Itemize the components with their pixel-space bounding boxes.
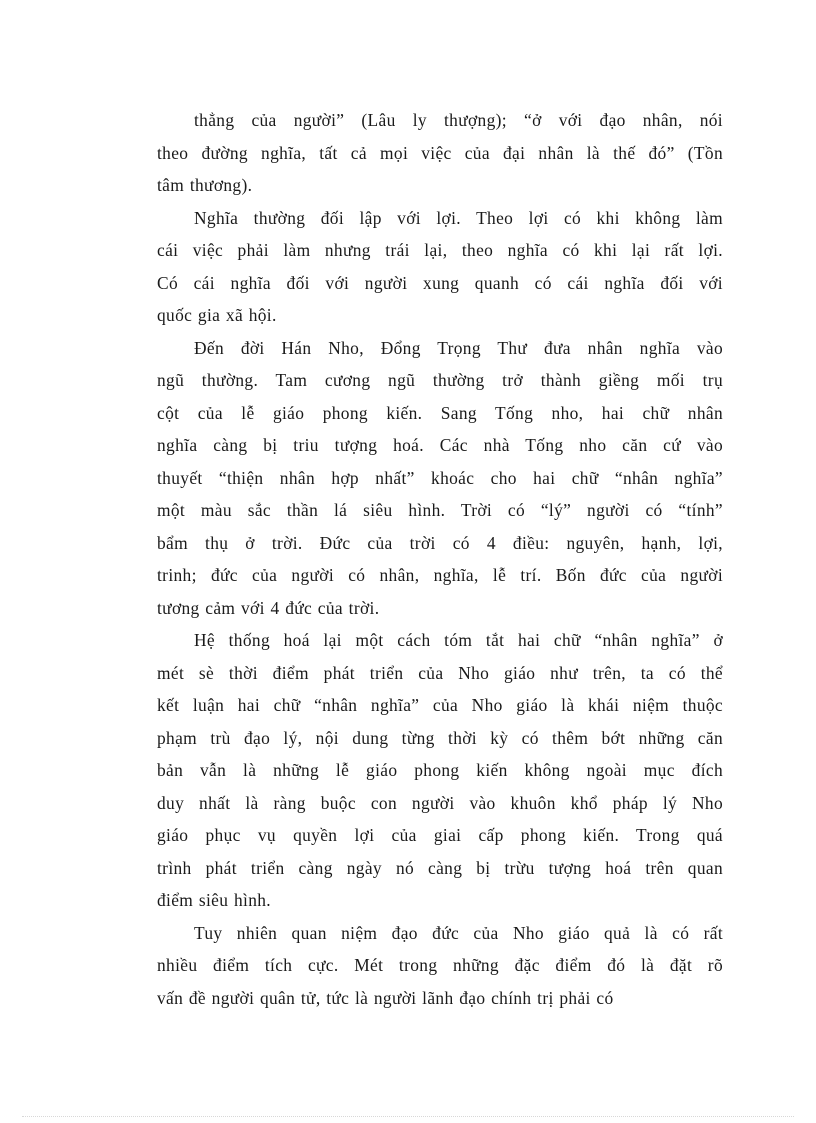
text-line: nghĩa càng bị triu tượng hoá. Các nhà Tống nho căn cứ vào bbox=[157, 435, 723, 455]
text-line: tương cảm với 4 đức của trời. bbox=[157, 597, 380, 618]
text-line: bản vẫn là những lễ giáo phong kiến không ngoài mục đích bbox=[157, 760, 723, 780]
text-line: cột của lễ giáo phong kiến. Sang Tống nho, hai chữ nhân bbox=[157, 402, 723, 423]
text-line: ngũ thường. Tam cương ngũ thường trở thành giềng mối trụ bbox=[157, 370, 723, 390]
text-line: điểm siêu hình. bbox=[157, 890, 271, 910]
text-line: mét sè thời điểm phát triển của Nho giáo như trên, ta có thể bbox=[157, 662, 723, 683]
text-line: phạm trù đạo lý, nội dung từng thời kỳ có thêm bớt những căn bbox=[157, 727, 723, 748]
text-line: vấn đề người quân tử, tức là người lãnh đạo chính trị phải có bbox=[157, 987, 614, 1008]
text-line: Có cái nghĩa đối với người xung quanh có cái nghĩa đối với bbox=[157, 272, 723, 293]
text-line: kết luận hai chữ “nhân nghĩa” của Nho giáo là khái niệm thuộc bbox=[157, 695, 723, 715]
text-line: nhiều điểm tích cực. Mét trong những đặc điểm đó là đặt rõ bbox=[157, 955, 723, 975]
text-line: trinh; đức của người có nhân, nghĩa, lễ trí. Bốn đức của người bbox=[157, 565, 723, 585]
text-line: quốc gia xã hội. bbox=[157, 305, 277, 325]
text-line: thẳng của người” (Lâu ly thượng); “ở với đạo nhân, nói bbox=[194, 110, 723, 130]
text-line: Đến đời Hán Nho, Đổng Trọng Thư đưa nhân nghĩa vào bbox=[194, 337, 723, 358]
text-line: một màu sắc thần lá siêu hình. Trời có “lý” người có “tính” bbox=[157, 500, 723, 520]
footer-divider bbox=[22, 1116, 794, 1117]
document-page bbox=[157, 104, 723, 1014]
text-line: giáo phục vụ quyền lợi của giai cấp phong kiến. Trong quá bbox=[157, 825, 723, 845]
text-line: tâm thương). bbox=[157, 175, 253, 195]
text-line: Nghĩa thường đối lập với lợi. Theo lợi có khi không làm bbox=[194, 207, 723, 228]
text-line: trình phát triển càng ngày nó càng bị trừu tượng hoá trên quan bbox=[157, 857, 723, 878]
text-line: cái việc phải làm nhưng trái lại, theo nghĩa có khi lại rất lợi. bbox=[157, 240, 723, 260]
text-line: theo đường nghĩa, tất cả mọi việc của đại nhân là thế đó” (Tồn bbox=[157, 142, 723, 163]
text-line: duy nhất là ràng buộc con người vào khuôn khổ pháp lý Nho bbox=[157, 792, 723, 813]
text-line: bẩm thụ ở trời. Đức của trời có 4 điều: nguyên, hạnh, lợi, bbox=[157, 532, 723, 553]
text-line: thuyết “thiện nhân hợp nhất” khoác cho hai chữ “nhân nghĩa” bbox=[157, 467, 723, 488]
text-line: Hệ thống hoá lại một cách tóm tắt hai chữ “nhân nghĩa” ở bbox=[194, 630, 723, 650]
text-line: Tuy nhiên quan niệm đạo đức của Nho giáo quả là có rất bbox=[194, 922, 723, 943]
